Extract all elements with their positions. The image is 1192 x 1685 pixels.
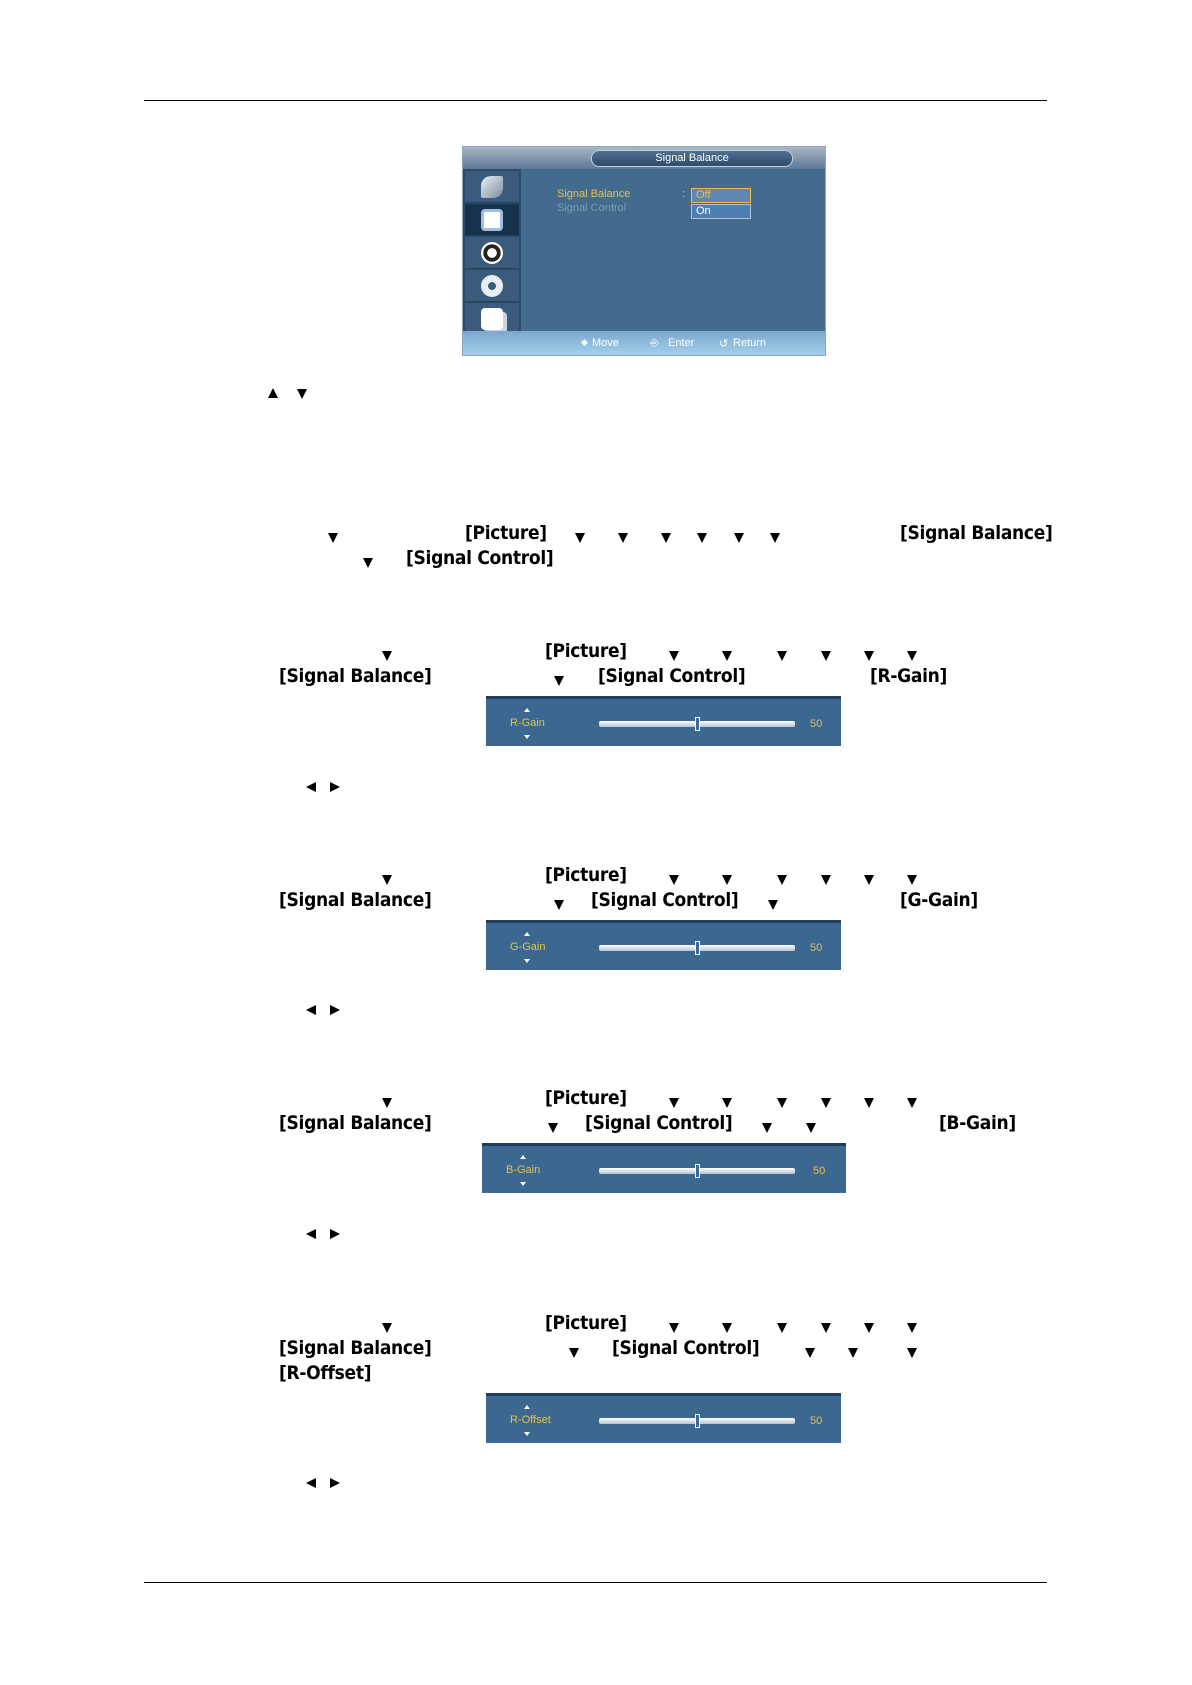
footer-rule: [144, 1582, 1047, 1583]
down-arrow-icon: [907, 1323, 917, 1333]
slider-label: R-Offset: [510, 1414, 551, 1426]
picture-icon[interactable]: [465, 204, 519, 236]
down-arrow-icon: [520, 1182, 526, 1186]
right-arrow-icon: [330, 1478, 340, 1488]
header-rule: [144, 100, 1047, 101]
osd-title: Signal Balance: [591, 150, 793, 167]
keyword-signal-control: [Signal Control]: [598, 665, 746, 687]
down-arrow-icon: [734, 533, 744, 543]
osd-hint-enter: Enter: [668, 337, 695, 349]
down-arrow-icon: [669, 875, 679, 885]
keyword-signal-balance: [Signal Balance]: [279, 889, 432, 911]
osd-hint-bar: [463, 331, 825, 356]
down-arrow-icon: [864, 651, 874, 661]
down-arrow-icon: [669, 1098, 679, 1108]
keyword-signal-control: [Signal Control]: [591, 889, 739, 911]
right-arrow-icon: [330, 1229, 340, 1239]
keyword-picture: [Picture]: [545, 1087, 627, 1109]
move-icon: ◆: [581, 337, 588, 347]
down-arrow-icon: [768, 900, 778, 910]
up-arrow-icon: [524, 932, 530, 936]
keyword-picture: [Picture]: [545, 1312, 627, 1334]
keyword-signal-balance: [Signal Balance]: [279, 1112, 432, 1134]
down-arrow-icon: [618, 533, 628, 543]
slider-knob[interactable]: [695, 1414, 700, 1428]
slider-value: 50: [810, 718, 823, 730]
down-arrow-icon: [777, 875, 787, 885]
keyword-signal-control: [Signal Control]: [612, 1337, 760, 1359]
down-arrow-icon: [722, 1098, 732, 1108]
down-arrow-icon: [524, 735, 530, 739]
keyword-g-gain: [G-Gain]: [900, 889, 978, 911]
up-arrow-icon: [524, 708, 530, 712]
down-arrow-icon: [524, 1432, 530, 1436]
down-arrow-icon: [722, 1323, 732, 1333]
down-arrow-icon: [907, 1348, 917, 1358]
keyword-signal-control: [Signal Control]: [585, 1112, 733, 1134]
down-arrow-icon: [777, 651, 787, 661]
osd-side-menu: [463, 169, 521, 335]
down-arrow-icon: [569, 1348, 579, 1358]
keyword-signal-balance: [Signal Balance]: [279, 1337, 432, 1359]
down-arrow-icon: [524, 959, 530, 963]
down-arrow-icon: [821, 1323, 831, 1333]
sound-icon[interactable]: [465, 237, 519, 269]
b-gain-slider[interactable]: [482, 1143, 846, 1193]
down-arrow-icon: [722, 875, 732, 885]
down-arrow-icon: [864, 1098, 874, 1108]
down-arrow-icon: [669, 651, 679, 661]
left-arrow-icon: [306, 1478, 316, 1488]
osd-hint-move: Move: [592, 337, 619, 349]
slider-knob[interactable]: [695, 941, 700, 955]
down-arrow-icon: [805, 1348, 815, 1358]
down-arrow-icon: [762, 1123, 772, 1133]
osd-item-signal-balance[interactable]: Signal Balance: [557, 188, 631, 200]
slider-label: G-Gain: [510, 941, 546, 953]
right-arrow-icon: [330, 1005, 340, 1015]
enter-icon: ⎆: [650, 337, 659, 349]
down-arrow-icon: [864, 1323, 874, 1333]
keyword-r-offset: [R-Offset]: [279, 1362, 372, 1384]
slider-knob[interactable]: [695, 1164, 700, 1178]
keyword-signal-balance: [Signal Balance]: [900, 522, 1053, 544]
down-arrow-icon: [821, 875, 831, 885]
up-arrow-icon: [524, 1405, 530, 1409]
down-arrow-icon: [382, 651, 392, 661]
left-arrow-icon: [306, 782, 316, 792]
setup-icon[interactable]: [465, 270, 519, 302]
g-gain-slider[interactable]: [486, 920, 841, 970]
down-arrow-icon: [821, 651, 831, 661]
down-arrow-icon: [777, 1323, 787, 1333]
keyword-signal-control: [Signal Control]: [406, 547, 554, 569]
left-arrow-icon: [306, 1005, 316, 1015]
down-arrow-icon: [907, 875, 917, 885]
down-arrow-icon: [907, 1098, 917, 1108]
osd-option-off[interactable]: Off: [691, 188, 751, 203]
slider-knob[interactable]: [695, 717, 700, 731]
up-arrow-icon: [268, 388, 278, 398]
down-arrow-icon: [548, 1123, 558, 1133]
r-gain-slider[interactable]: [486, 696, 841, 746]
down-arrow-icon: [697, 533, 707, 543]
keyword-picture: [Picture]: [545, 640, 627, 662]
down-arrow-icon: [328, 533, 338, 543]
down-arrow-icon: [907, 651, 917, 661]
slider-label: B-Gain: [506, 1164, 541, 1176]
down-arrow-icon: [661, 533, 671, 543]
keyword-picture: [Picture]: [545, 864, 627, 886]
osd-hint-return: Return: [733, 337, 767, 349]
up-arrow-icon: [520, 1155, 526, 1159]
slider-value: 50: [813, 1165, 826, 1177]
input-icon[interactable]: [465, 171, 519, 203]
left-arrow-icon: [306, 1229, 316, 1239]
down-arrow-icon: [821, 1098, 831, 1108]
osd-separator: :: [682, 188, 686, 200]
keyword-b-gain: [B-Gain]: [939, 1112, 1016, 1134]
down-arrow-icon: [806, 1123, 816, 1133]
osd-title-bar: [463, 147, 825, 169]
keyword-picture: [Picture]: [465, 522, 547, 544]
down-arrow-icon: [382, 875, 392, 885]
down-arrow-icon: [297, 389, 307, 399]
down-arrow-icon: [770, 533, 780, 543]
slider-label: R-Gain: [510, 717, 545, 729]
down-arrow-icon: [382, 1323, 392, 1333]
keyword-signal-balance: [Signal Balance]: [279, 665, 432, 687]
down-arrow-icon: [669, 1323, 679, 1333]
r-offset-slider[interactable]: [486, 1393, 841, 1443]
right-arrow-icon: [330, 782, 340, 792]
down-arrow-icon: [554, 900, 564, 910]
down-arrow-icon: [722, 651, 732, 661]
down-arrow-icon: [848, 1348, 858, 1358]
keyword-r-gain: [R-Gain]: [870, 665, 948, 687]
osd-item-signal-control[interactable]: Signal Control: [557, 202, 627, 214]
osd-menu-screenshot: [462, 146, 826, 356]
down-arrow-icon: [554, 676, 564, 686]
osd-option-on[interactable]: On: [691, 204, 751, 219]
down-arrow-icon: [864, 875, 874, 885]
slider-value: 50: [810, 942, 823, 954]
down-arrow-icon: [575, 533, 585, 543]
return-icon: ↺: [719, 338, 729, 350]
slider-value: 50: [810, 1415, 823, 1427]
down-arrow-icon: [382, 1098, 392, 1108]
down-arrow-icon: [777, 1098, 787, 1108]
down-arrow-icon: [363, 558, 373, 568]
